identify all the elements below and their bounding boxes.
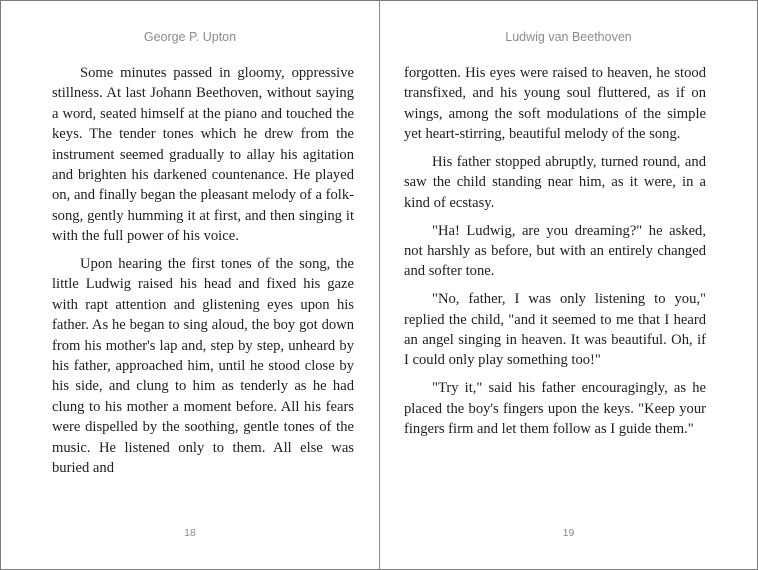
left-page-text — [52, 63, 354, 486]
right-page-header-title: Ludwig van Beethoven — [505, 30, 632, 44]
right-page-text — [404, 63, 706, 447]
paragraph: "Ha! Ludwig, are you dreaming?" he asked, not harshly as before, but with an entirely changed and softer tone. — [404, 222, 706, 280]
paragraph: "Try it," said his father encouragingly, as he placed the boy's fingers upon the keys. "Keep your fingers firm and let them follow as I guide them." — [404, 380, 706, 438]
paragraph: Upon hearing the first tones of the song, the little Ludwig raised his head and fixed his gaze with rapt attention and glistening eyes upon his father. As he began to sing aloud, the boy got down from his mother's lap and, step by step, unheard by his father, approached him, until he stood close by his side, and clung to him as tenderly as he had clung to his mother a moment before. All his fears were dispelled by the soothing, gentle tones of the music. He listened only to them. All else was buried and — [52, 256, 354, 477]
paragraph: Some minutes passed in gloomy, oppressive stillness. At last Johann Beethoven, without saying a word, seated himself at the piano and touched the keys. The tender tones which he drew from the instrument seemed gradually to allay his agitation and brighten his darkened countenance. He played on, and finally began the pleasant melody of a folk-song, gently humming it at first, and then singing it with the full power of his voice. — [52, 65, 354, 245]
paragraph-continued: forgotten. His eyes were raised to heaven, he stood transfixed, and his young soul fluttered, as if on wings, among the soft modulations of the simple yet heart-stirring, beautiful melody of the song. — [404, 65, 706, 143]
left-page-header-author: George P. Upton — [143, 30, 237, 44]
paragraph: His father stopped abruptly, turned round, and saw the child standing near him, as it were, in a kind of ecstasy. — [404, 154, 706, 211]
right-page[interactable] — [380, 1, 757, 569]
left-page-number: 18 — [184, 527, 196, 539]
left-page[interactable] — [1, 1, 379, 569]
paragraph: "No, father, I was only listening to you," replied the child, "and it seemed to me that I heard an angel singing in heaven. It was beautiful. Oh, if I could only play something too!" — [404, 291, 706, 369]
right-page-number: 19 — [562, 527, 575, 539]
